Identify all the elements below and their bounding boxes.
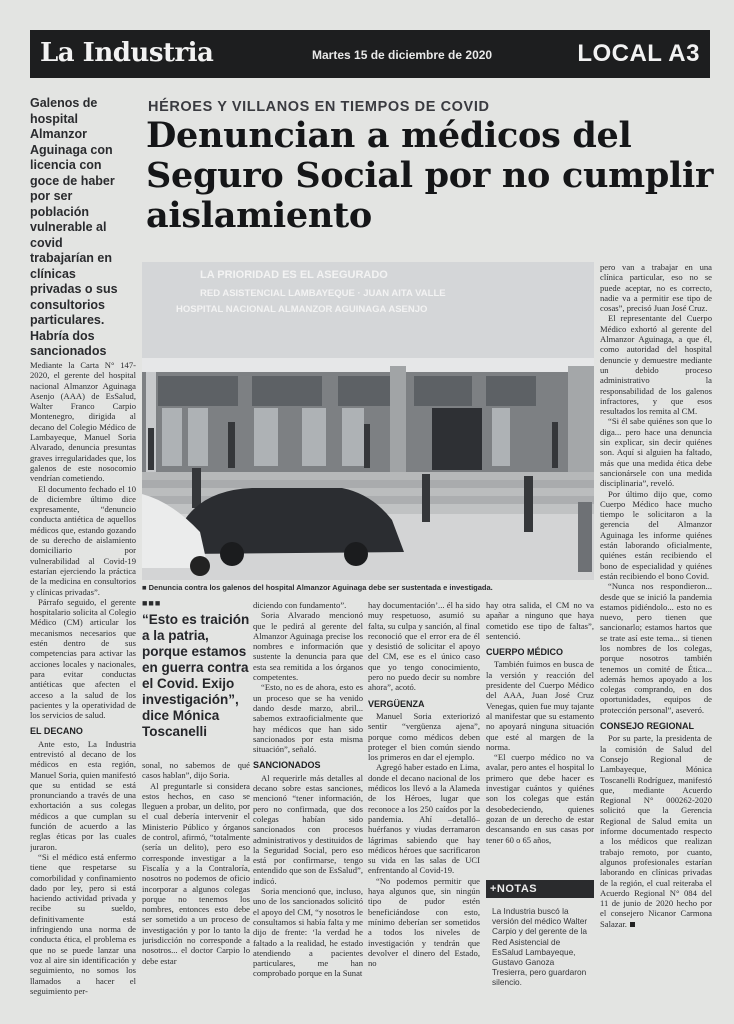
subheading-verguenza: VERGÜENZA — [368, 698, 425, 709]
masthead — [30, 30, 710, 78]
column-6 — [600, 262, 712, 1018]
paragraph: Soria Alvarado mencionó que le pedirá al gerente del Almanzor Aguinaga precise los nombres e información que sustente la denuncia para que esta sea remitida a los órganos competentes. — [253, 610, 363, 683]
photo-caption: ■ Denuncia contra los galenos del hospital Almanzor Aguinaga debe ser sustentada e investigada. — [142, 583, 493, 592]
paragraph-text: Por su parte, la presidenta de la comisión de Salud del Consejo Regional de Lambayeque, Mónica Toscanelli Rodríguez, manifestó que, mediante Acuerdo Regional N° 000262-2020 solicitó que la Gerencia Regional de Salud emita un informe documentado respecto a los médicos que realizan trabajo remoto, por cuanto, algunos profesionales estarían laborando en clínicas privadas de la región, el cual reiteraba el Acuerdo Regional N° 084 del 11 de junio de 2020 hecho por el consejero Nicanor Carmona Salazar. — [600, 733, 712, 929]
column-4 — [368, 600, 480, 1015]
notes-title: +NOTAS — [486, 880, 594, 898]
paragraph: sonal, no sabemos de qué casos hablan”, dijo Soria. — [142, 760, 250, 781]
column-2 — [142, 760, 250, 1015]
paragraph: Al preguntarle si considera estos hechos, en caso se lleguen a probar, un delito, por el cual debería intervenir el Ministerio Público y órganos de control, afirmó, “totalmente (sería un delito), pero eso corresponde investigar a la Fiscalía y a la Contraloría, nosotros no podemos de oficio incorporar a algunos colegas porque no tenemos los nombres, entonces esto debe ser sometido a un proceso de investigación y por lo tanto la jurisdicción no corresponde a nosotros... el doctor Carpio lo debe estar — [142, 780, 250, 966]
hospital-photo — [142, 262, 594, 580]
paragraph: “El cuerpo médico no va avalar, pero antes el hospital lo primero que debe hacer es investigar cuántos y quiénes son los colegas que están desobedeciendo, quienes gozan de un derecho de estar descansando en sus casas por tener 60 o 65 años, — [486, 752, 594, 845]
notes-text: La Industria buscó la versión del médico Walter Carpio y del gerente de la Red Asistencial de EsSalud Lambayeque, Gustavo Ganoza Tresierra, pero guardaron silencio. — [492, 906, 588, 988]
facade-text-2: RED ASISTENCIAL LAMBAYEQUE · JUAN AITA VALLE — [200, 288, 446, 299]
paragraph: Mediante la Carta N° 147-2020, el gerente del hospital nacional Almanzor Aguinaga Asenjo (AAA) de EsSalud, Walter Franco Carpio Montenegro, dirigida al decano del Colegio Médico de Lambayeque, Manuel Soria Alvarado, denuncia presuntas graves irregularidades que, los galenos de este nosocomio vendrían cometiendo. — [30, 360, 136, 484]
paragraph: “Si él sabe quiénes son que lo diga... pero hace una denuncia sin explicar, sin decir quiénes son. Aquí si alguien ha faltado, más que una medida ética debe sancionársele con una medida disciplinaria”, reveló. — [600, 416, 712, 489]
subheading-consejo-regional: CONSEJO REGIONAL — [600, 721, 695, 732]
newspaper-brand: La Industria — [40, 38, 214, 68]
pull-quote-box — [142, 598, 250, 740]
paragraph — [600, 733, 712, 929]
paragraph: “Nunca nos respondieron... desde que se inició la pandemia estamos pidiéndolo... esto no es nuevo, pero tienen que sancionarlo; estamos hartos que se trate así este tema... si tienen los nombres de los colegas, porque nosotros también tenemos un comité de Ética... además hemos apoyado a los colegas comprando, en dos oportunidades, equipos de protección personal”, aseveró. — [600, 581, 712, 715]
pull-quote: “Esto es traición a la patria, porque estamos en guerra contra el Covid. Exijo investigación”, dice Mónica Toscanelli — [142, 612, 250, 739]
subheading-cuerpo-medico: CUERPO MÉDICO — [486, 647, 564, 658]
pull-quote-squares: ■■■ — [142, 598, 162, 608]
paragraph: Manuel Soria exteriorizó sentir “vergüenza ajena”, porque como médicos deben proteger el bien común siendo los primeros en dar el ejemplo. — [368, 710, 480, 763]
paragraph: “Si el médico está enfermo tiene que respetarse su comorbilidad y confinamiento dado por ley, pero si está haciendo actividad privada y recibe su sueldo, definitivamente está infringiendo una norma de conducta ética, el problema es que no se puede lanzar una voz al aire sin identificación y seguimiento, no somos los llamados a hacer el seguimiento per- — [30, 851, 136, 996]
section-label: LOCAL A3 — [577, 40, 700, 67]
paragraph: El representante del Cuerpo Médico exhortó al gerente del Almanzor Aguinaga, a que él, como autoridad del hospital denuncie y demuestre mediante un debido proceso administrativo la responsabilidad de los galenos infractores, y que esos resultados los remita al CM. — [600, 313, 712, 417]
subheading-decano: EL DECANO — [30, 726, 83, 737]
notes-box — [486, 880, 594, 1008]
column-3 — [253, 600, 363, 1015]
paragraph: diciendo con fundamento”. — [253, 600, 347, 610]
paragraph: Al requerirle más detalles al decano sobre estas sanciones, mencionó “tener información, pero no confirmada, que dos colegas habían sido sancionados con procesos administrativos y destituidos de la Seguridad Social, pero eso está por confirmarse, tengo entendido que son de EsSalud”, indicó. — [253, 772, 363, 886]
paragraph: pero van a trabajar en una clínica particular, eso no se puede aceptar, no es correcto, nadie va a permitir ese tipo de cosas”, precisó Juan José Cruz. — [600, 262, 712, 314]
paragraph: El documento fechado el 10 de diciembre último dice expresamente, “denuncio conducta antiética de aquellos médicos que, estando gozando de su derecho de aislamiento domiciliario por vulnerabilidad al Covid-19 estarían ejerciendo la práctica de la medicina en consultorios y clínicas privadas”. — [30, 483, 136, 597]
photo-caption-text: Denuncia contra los galenos del hospital Almanzor Aguinaga debe ser sustentada e investigada. — [148, 583, 493, 592]
paragraph: Soria mencionó que, incluso, uno de los sancionados solicitó el apoyo del CM, “y nosotros le consultamos si había falta y me dijo de frente: ‘la verdad he faltado a la realidad, he estado atendiendo a pacientes particulares, me han comprobado porque en la Sunat — [253, 886, 363, 979]
paragraph: hay documentación’... él ha sido muy respetuoso, asumió su falta, su culpa y sanción, al final reconoció que el error era de él y desistió de solicitar el apoyo del CM, ese es el único caso que yo tengo conocimiento, pero no puedo decir su nombre ahora”, acotó. — [368, 600, 480, 693]
issue-date: Martes 15 de diciembre de 2020 — [312, 48, 493, 62]
paragraph: “No podemos permitir que haya algunos que, sin ningún tipo de pudor estén beneficiándose con esto, mínimo deberían ser sometidos a todos los niveles de investigación y tendrán que devolver el dinero del Estado, no — [368, 875, 480, 969]
paragraph: “Esto, no es de ahora, esto es un proceso que se ha venido dando desde marzo, abril... sabemos extraoficialmente que hay médicos que han sido sancionados por esta misma situación”, señaló. — [253, 682, 363, 755]
paragraph: Ante esto, La Industria entrevistó al decano de los médicos en esta región, Manuel Soria, quien manifestó que su entidad se está pronunciando a través de una exhortación a sus colegas médicos a que cumplan su función de acuerdo a las reglas éticas por las cuales juraron. — [30, 738, 136, 852]
article-kicker: HÉROES Y VILLANOS EN TIEMPOS DE COVID — [148, 99, 490, 115]
column-1 — [30, 360, 136, 1015]
subheading-sancionados: SANCIONADOS — [253, 760, 321, 771]
facade-text-3: HOSPITAL NACIONAL ALMANZOR AGUINAGA ASENJO — [176, 304, 428, 315]
paragraph: hay otra salida, el CM no va apañar a ninguno que haya cometido ese tipo de faltas”, sentenció. — [486, 600, 594, 641]
facade-text-1: LA PRIORIDAD ES EL ASEGURADO — [200, 269, 388, 281]
article-headline: Denuncian a médicos del Seguro Social por no cumplir aislamiento — [146, 115, 714, 236]
column-5 — [486, 600, 594, 872]
paragraph: También fuimos en busca de la versión y reacción del presidente del Cuerpo Médico del AAA, Juan José Cruz Venegas, quien fue muy tajante al manifestar que su estamento no apoyará ninguna situación que esté al margen de la norma. — [486, 659, 594, 752]
end-of-article-mark — [630, 922, 635, 927]
paragraph: Agregó haber estado en Lima, donde el decano nacional de los médicos los llevó a la Alameda de los Héroes, lugar que reconoce a los 250 caídos por la pandemia. Ahí –detalló– huérfanos y viudas derramaron lágrimas sabiendo que hay médicos héroes que sacrificaron su vida en las salas de UCI enfrentando al Covid-19. — [368, 762, 480, 876]
hospital-photo-illustration — [142, 262, 594, 580]
paragraph: Por último dijo que, como Cuerpo Médico hace mucho tiempo le solicitaron a la gerencia del Almanzor Aguinaga les informe quiénes están laborando oficialmente, quiénes están recibiendo el bono de especialidad y quiénes están recibiendo el bono Covid. — [600, 488, 712, 581]
paragraph: Párrafo seguido, el gerente hospitalario solicita al Colegio Médico (CM) articular los mecanismos necesarios que estén dentro de sus competencias para activar las acciones locales y nacionales, para evitar conductas antiéticas que afecten el acceso a la salud de los pacientes y la operatividad de los servicios de salud. — [30, 596, 136, 721]
article-summary: Galenos de hospital Almanzor Aguinaga con licencia con goce de haber por ser población vulnerable al covid trabajarían en clínicas privadas o sus consultorios particulares. Habría dos sancionados — [30, 96, 118, 358]
